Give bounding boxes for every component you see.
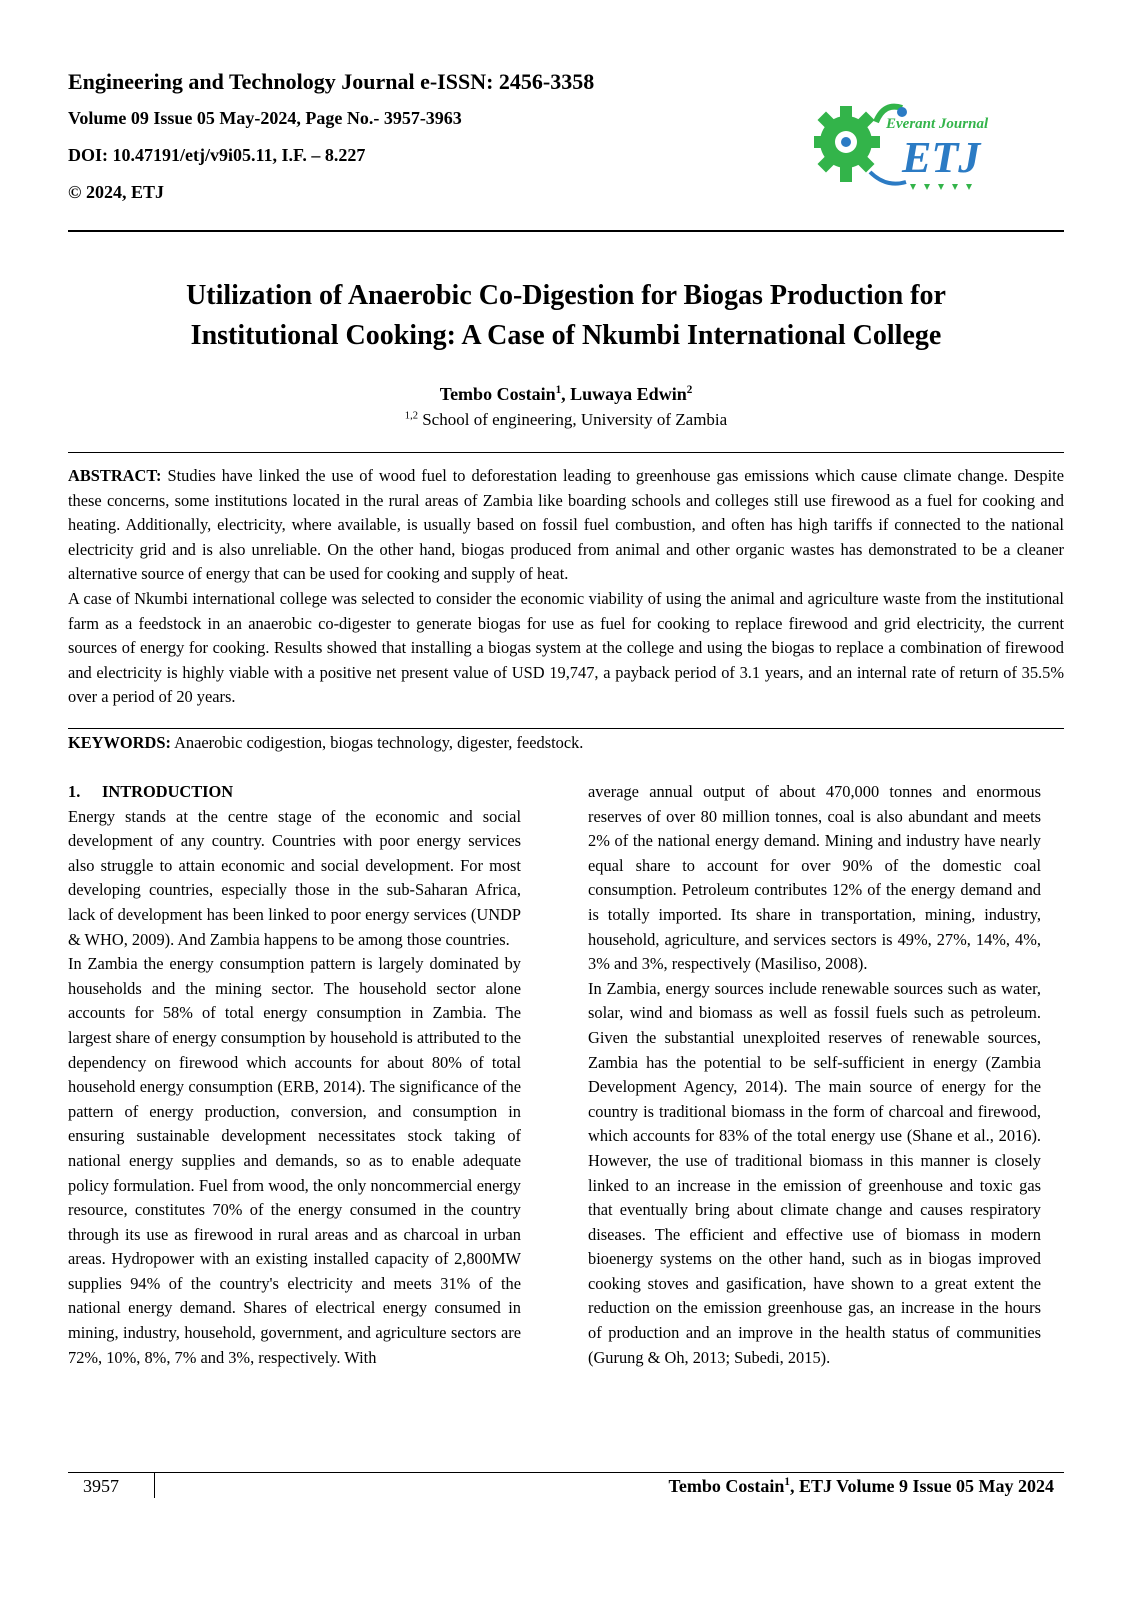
intro-paragraph-2: In Zambia the energy consumption pattern is largely dominated by households and the mining sector. The household sector alone accounts for 58% of total energy consumption in Zambia. The largest share of energy consumption by household is attributed to the dependency on firewood which accounts for about 80% of total household energy consumption (ERB, 2014). The significance of the pattern of energy production, conversion, and consumption in ensuring sustainable development necessitates stock taking of national energy supplies and demands, so as to enable adequate policy formulation. Fuel from wood, the only noncommercial energy resource, constitutes 70% of the energy consumed in the country through its use as firewood in rural areas and as charcoal in urban areas. Hydropower with an existing installed capacity of 2,800MW supplies 94% of the country's electricity and meets 31% of the national energy demand. Shares of electrical energy consumed in mining, industry, household, government, and agriculture sectors are 72%, 10%, 8%, 7% and 3%, respectively. With xyxy=(68,954,521,1367)
intro-paragraph-3: average annual output of about 470,000 tonnes and enormous reserves of over 80 million tonnes, coal is also abundant and meets 2% of the national energy demand. Mining and industry have nearly equal share to account for over 90% of the domestic coal consumption. Petroleum contributes 12% of the energy demand and is totally imported. Its share in transportation, mining, industry, household, agriculture, and services sectors is 49%, 27%, 14%, 4%, 3% and 3%, respectively (Masiliso, 2008). xyxy=(588,782,1041,974)
author-list xyxy=(68,382,1064,406)
logo-top-text: Everant Journal xyxy=(886,116,989,132)
section-number: 1. xyxy=(68,782,81,801)
abstract-paragraph-2: A case of Nkumbi international college was selected to consider the economic viability of using the animal and agriculture waste from the institutional farm as a feedstock in an anaerobic co-digester to generate biogas for use as fuel for cooking to replace firewood and grid electricity, the current sources of energy for cooking. Results showed that installing a biogas system at the college and using the biogas to replace a combination of firewood and electricity is highly viable with a positive net present value of USD 19,747, a payback period of 3.1 years, and an internal rate of return of 35.5% over a period of 20 years. xyxy=(68,588,1064,707)
journal-volume: Volume 09 Issue 05 May-2024, Page No.- 3957-3963 xyxy=(68,108,462,128)
abstract-paragraph-1 xyxy=(68,464,1064,587)
paper-title-line1: Utilization of Anaerobic Co-Digestion for Biogas Production for xyxy=(186,280,946,311)
right-column xyxy=(588,780,1041,1370)
keywords-text: Anaerobic codigestion, biogas technology, digester, feedstock. xyxy=(170,733,584,752)
abstract-block xyxy=(68,464,1064,710)
affiliation xyxy=(68,409,1064,431)
intro-paragraph-1: Energy stands at the centre stage of the economic and social development of any country. Countries with poor energy services also struggle to attain economic and social development. For most developing countries, especially those in the sub-Saharan Africa, lack of development has been linked to poor energy services (UNDP & WHO, 2009). And Zambia happens to be among those countries. xyxy=(68,806,521,949)
etj-logo xyxy=(806,92,1016,202)
keywords-block xyxy=(68,731,1064,755)
footer-journal-info: , ETJ Volume 9 Issue 05 May 2024 xyxy=(789,1476,1054,1496)
author-2-name: Luwaya Edwin xyxy=(570,384,687,404)
journal-title: Engineering and Technology Journal e-ISSN: 2456-3358 xyxy=(68,69,595,94)
paper-title xyxy=(68,276,1064,356)
header-divider xyxy=(68,230,1064,232)
journal-doi: DOI: 10.47191/etj/v9i05.11, I.F. – 8.227 xyxy=(68,145,366,165)
intro-paragraph-4: In Zambia, energy sources include renewable sources such as water, solar, wind and biomass as well as fossil fuels such as petroleum. Given the substantial unexploited reserves of renewable sources, Zambia has the potential to be self-sufficient in energy (Zambia Development Agency, 2014). The main source of energy for the country is traditional biomass in the form of charcoal and firewood, which accounts for 83% of the total energy use (Shane et al., 2016). However, the use of traditional biomass in this manner is closely linked to an increase in the emission of greenhouse and toxic gas that eventually bring about climate change and causes respiratory diseases. The efficient and effective use of biomass in modern bioenergy systems on the other hand, such as in biogas improved cooking stoves and gasification, have shown to a great extent the reduction on the emission greenhouse gas, an increase in the hours of production and an improve in the health status of communities (Gurung & Oh, 2013; Subedi, 2015). xyxy=(588,978,1041,1367)
abstract-label: ABSTRACT: xyxy=(68,466,162,485)
footer-divider xyxy=(68,1472,1064,1473)
footer-author-superscript: 1 xyxy=(784,1476,790,1488)
paper-title-line2: Institutional Cooking: A Case of Nkumbi International College xyxy=(190,320,942,351)
section-title: INTRODUCTION xyxy=(102,782,234,801)
abstract-text-1: Studies have linked the use of wood fuel to deforestation leading to greenhouse gas emissions which cause climate change. Despite these concerns, some institutions located in the rural areas of Zambia like boarding schools and colleges still use firewood as a fuel for cooking and heating. Additionally, electricity, where available, is usually based on fossil fuel combustion, and often has high tariffs if connected to the national electricity grid and is also unreliable. On the other hand, biogas produced from animal and other organic wastes has demonstrated to be a cleaner alternative source of energy that can be used for cooking and supply of heat. xyxy=(68,466,1064,584)
page-number: 3957 xyxy=(83,1476,119,1496)
author-separator: , xyxy=(561,384,571,404)
author-2-superscript: 2 xyxy=(686,384,693,396)
section-heading-introduction xyxy=(68,780,521,805)
footer-vertical-divider xyxy=(154,1472,155,1498)
keywords-label: KEYWORDS: xyxy=(68,733,171,752)
keywords-top-rule xyxy=(68,728,1064,729)
logo-main-text: ETJ xyxy=(902,133,981,182)
footer-author: Tembo Costain xyxy=(668,1476,785,1496)
affiliation-text: School of engineering, University of Zambia xyxy=(417,410,728,429)
gear-logo-icon xyxy=(806,92,1016,202)
abstract-top-rule xyxy=(68,452,1064,453)
affiliation-superscript: 1,2 xyxy=(404,410,418,422)
journal-header xyxy=(68,68,768,217)
author-1-superscript: 1 xyxy=(555,384,562,396)
left-column xyxy=(68,780,521,1370)
journal-copyright: © 2024, ETJ xyxy=(68,182,164,202)
author-1-name: Tembo Costain xyxy=(439,384,556,404)
running-footer xyxy=(669,1474,1054,1498)
